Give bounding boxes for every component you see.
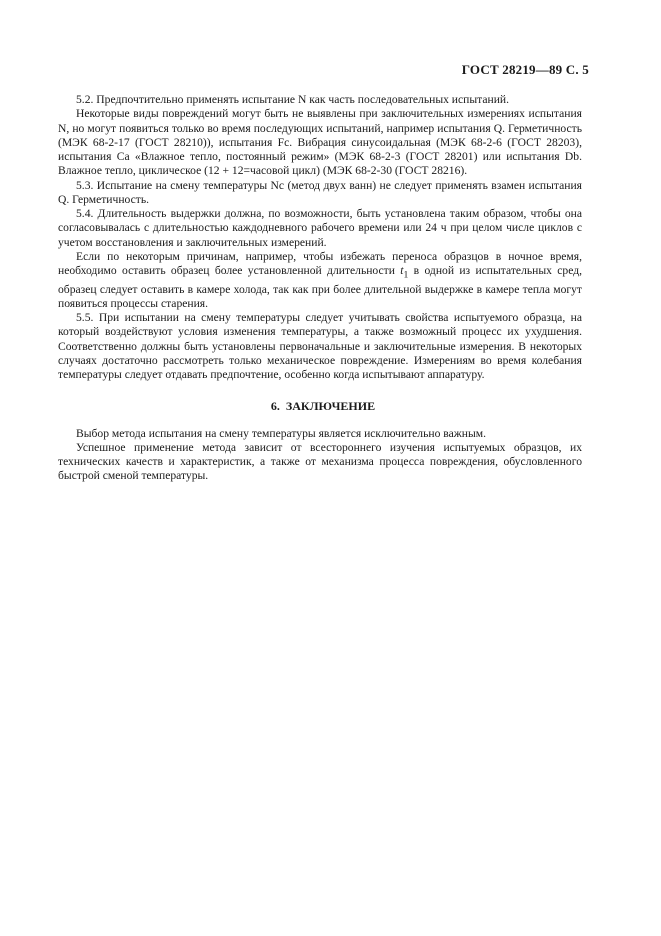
document-body (58, 93, 582, 484)
variable-subscript: 1 (403, 269, 409, 281)
paragraph-5-4-overnight (58, 250, 582, 311)
paragraph-conclusion-1: Выбор метода испытания на смену температуры является исключительно важным. (76, 426, 486, 440)
paragraph-5-4: 5.4. Длительность выдержки должна, по возможности, быть установлена таким образом, чтобы она согласовывалась с длительностью каждодневного рабочего времени или 24 ч при целом числе циклов с учетом восстановления и заключительных измерений. (58, 207, 582, 249)
paragraph-text: в одной из испытательных сред, образец следует оставить в камере холода, так как при более длительной выдержке в камере тепла могут появиться процессы старения. (58, 264, 582, 310)
paragraph-conclusion-2: Успешное применение метода зависит от всестороннего изучения испытуемых образцов, их технических качеств и характеристик, а также от механизма процесса повреждения, обусловленного быстрой сменой температуры. (58, 440, 582, 483)
page-header: ГОСТ 28219—89 С. 5 (461, 62, 589, 77)
paragraph-5-3: 5.3. Испытание на смену температуры Nc (метод двух ванн) не следует применять взамен испытания Q. Герметичность. (58, 178, 582, 206)
section-title: ЗАКЛЮЧЕНИЕ (285, 399, 376, 414)
variable-t: t (400, 264, 404, 277)
paragraph-5-5: 5.5. При испытании на смену температуры следует учитывать свойства испытуемого образца, на который воздействуют условия изменения температуры, а также возможный процесс их ухудшения. Соответственно должны быть установлены первоначальные и заключительные измерения. В некоторых случаях достаточно рассмотреть только механическое повреждение. Измерениям во время колебания температуры следует отдавать предпочтение, особенно когда испытывают аппаратуру. (58, 311, 582, 382)
section-number: 6. (270, 399, 280, 414)
paragraph-5-2-damage: Некоторые виды повреждений могут быть не выявлены при заключительных измерениях испытания N, но могут появиться только во время последующих испытаний, например испытания Q. Герметичность (МЭК 68-2-17 (ГОСТ 28210)), испытания Fc. Вибрация синусоидальная (МЭК 68-2-6 (ГОСТ 28203), испытания Ca «Влажное тепло, постоянный режим» (МЭК 68-2-3 (ГОСТ 28201) или испытания Db. Влажное тепло, циклическое (12 + 12=часовой цикл) (МЭК 68-2-30 (ГОСТ 28216). (58, 107, 582, 178)
paragraph-text: Если по некоторым причинам, например, чтобы избежать переноса образцов в ночное время, необходимо оставить образец более установленной длительности (58, 249, 582, 277)
section-heading (58, 399, 582, 413)
paragraph-5-2: 5.2. Предпочтительно применять испытание N как часть последовательных испытаний. (76, 93, 510, 106)
